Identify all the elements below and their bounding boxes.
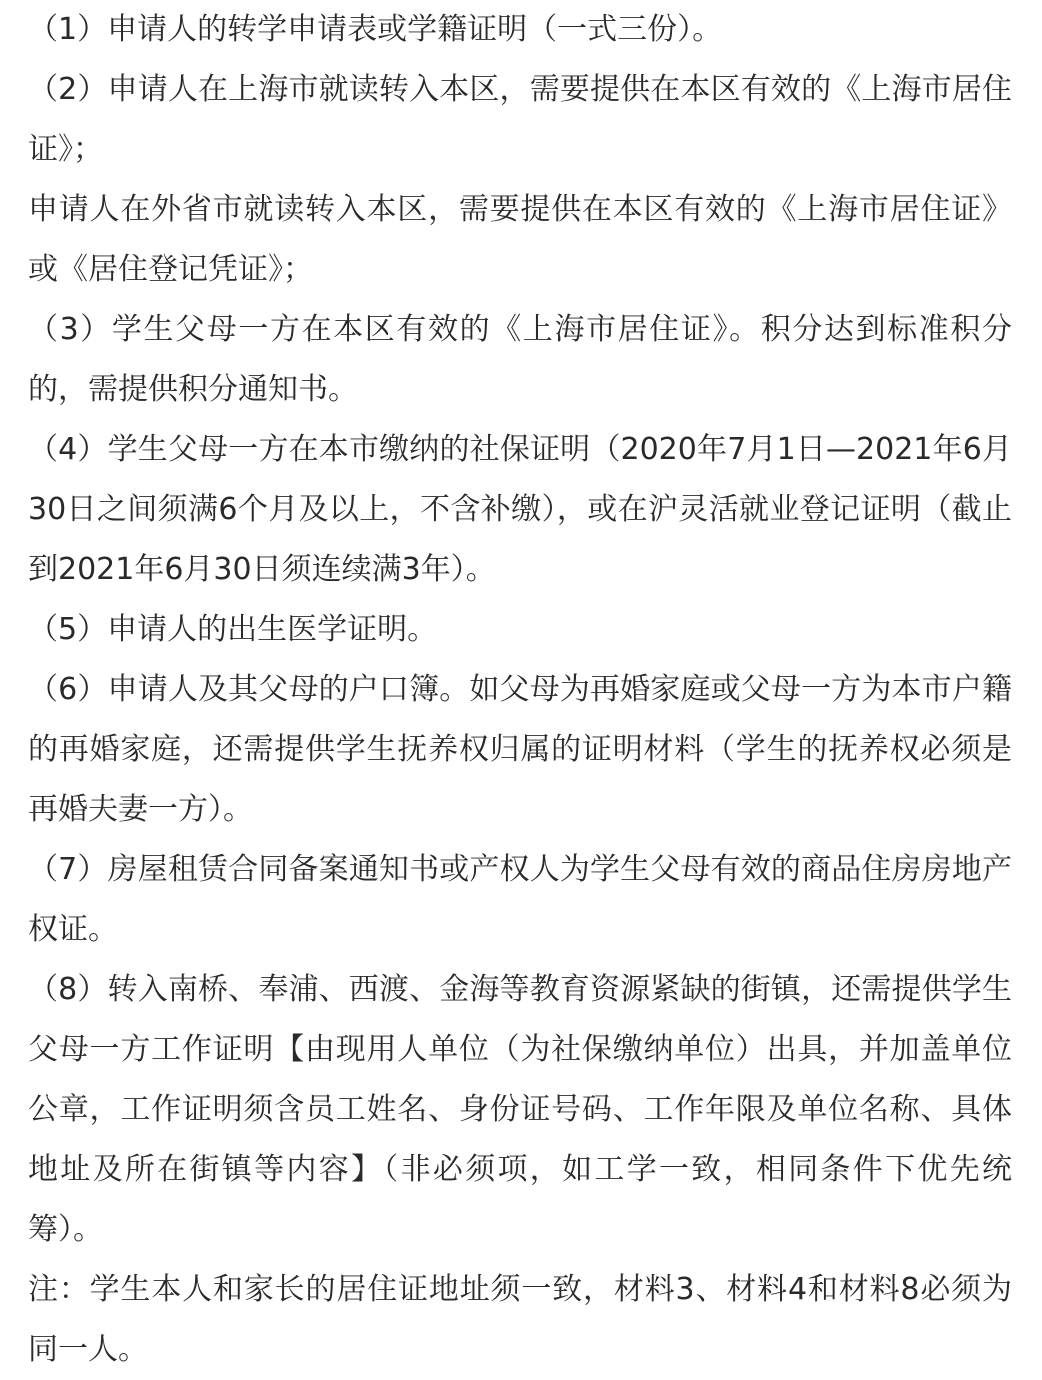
item-4-social-security-proof: （4）学生父母一方在本市缴纳的社保证明（2020年7月1日—2021年6月30日之间须满6个月及以上，不含补缴），或在沪灵活就业登记证明（截止到2021年6月30日须连续满3年）。 <box>28 432 1012 587</box>
item-3-parent-residence-permit: （3）学生父母一方在本区有效的《上海市居住证》。积分达到标准积分的，需提供积分通知书。 <box>28 312 1012 407</box>
item-8-work-certificate: （8）转入南桥、奉浦、西渡、金海等教育资源紧缺的街镇，还需提供学生父母一方工作证明【由现用人单位（为社保缴纳单位）出具，并加盖单位公章，工作证明须含员工姓名、身份证号码、工作年限及单位名称、具体地址及所在街镇等内容】（非必须项，如工学一致，相同条件下优先统筹）。 <box>28 972 1012 1247</box>
item-2-residence-permit-local: （2）申请人在上海市就读转入本区，需要提供在本区有效的《上海市居住证》； <box>28 72 1012 167</box>
document-body <box>28 0 1012 1380</box>
item-7-housing-proof: （7）房屋租赁合同备案通知书或产权人为学生父母有效的商品住房房地产权证。 <box>28 852 1012 947</box>
item-2-residence-permit-other-province: 申请人在外省市就读转入本区，需要提供在本区有效的《上海市居住证》或《居住登记凭证》； <box>28 192 1012 287</box>
item-6-household-register: （6）申请人及其父母的户口簿。如父母为再婚家庭或父母一方为本市户籍的再婚家庭，还需提供学生抚养权归属的证明材料（学生的抚养权必须是再婚夫妻一方）。 <box>28 672 1012 827</box>
item-1-transfer-application: （1）申请人的转学申请表或学籍证明（一式三份）。 <box>28 12 723 47</box>
note: 注：学生本人和家长的居住证地址须一致，材料3、材料4和材料8必须为同一人。 <box>28 1272 1012 1367</box>
item-5-birth-certificate: （5）申请人的出生医学证明。 <box>28 612 438 647</box>
